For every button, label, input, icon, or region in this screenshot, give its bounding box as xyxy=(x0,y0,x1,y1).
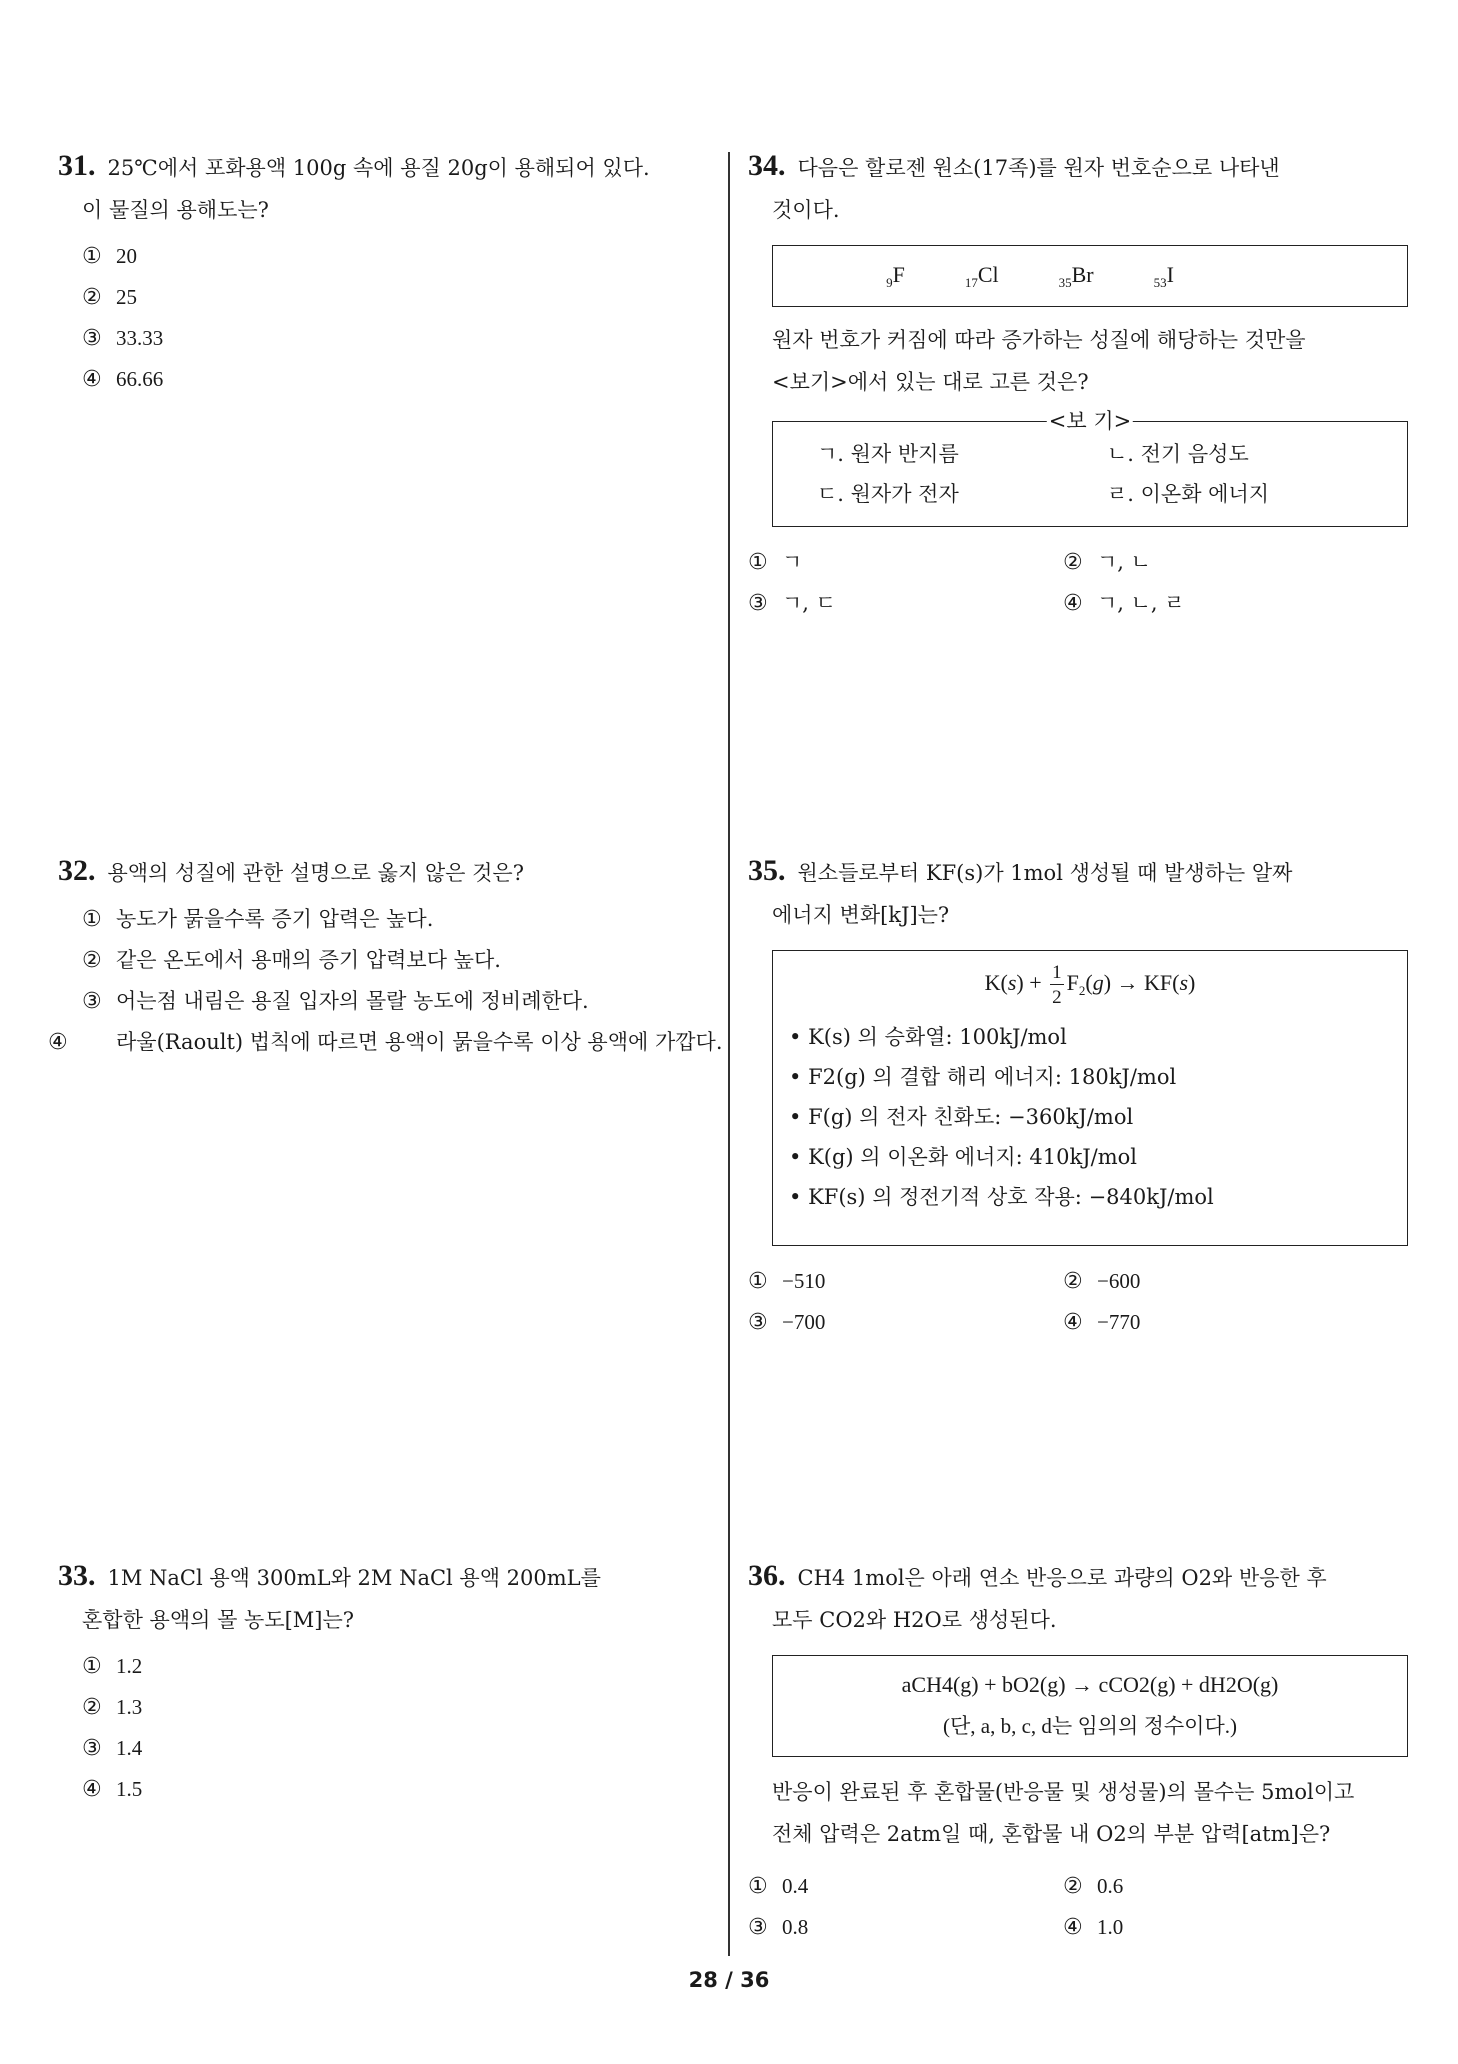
option-3[interactable] xyxy=(748,1906,1063,1947)
option-text: ㄱ, ㄴ xyxy=(1097,550,1151,574)
fact-value: −840kJ/mol xyxy=(1088,1185,1214,1209)
atomic-number: 9 xyxy=(886,275,893,290)
fact-species: K(s) xyxy=(808,1025,851,1049)
option-1[interactable] xyxy=(58,898,718,939)
option-text: 어는점 내림은 용질 입자의 몰랄 농도에 정비례한다. xyxy=(116,989,589,1013)
option-text: 0.8 xyxy=(782,1915,809,1939)
option-mark: ④ xyxy=(1063,1915,1083,1940)
option-mark: ② xyxy=(1063,550,1083,575)
option-mark: ② xyxy=(82,948,102,973)
option-text: −770 xyxy=(1097,1310,1141,1334)
question-36 xyxy=(748,1555,1408,1947)
question-stem-line1: 다음은 할로젠 원소(17족)를 원자 번호순으로 나타낸 xyxy=(797,156,1280,180)
option-4[interactable] xyxy=(1063,1906,1363,1947)
option-mark: ④ xyxy=(1063,591,1083,616)
option-mark: ④ xyxy=(82,367,102,392)
atomic-number: 17 xyxy=(964,275,978,290)
option-mark: ③ xyxy=(748,591,768,616)
option-mark: ② xyxy=(1063,1874,1083,1899)
option-text: 같은 온도에서 용매의 증기 압력보다 높다. xyxy=(116,948,501,972)
option-2[interactable] xyxy=(1063,1865,1363,1906)
option-4[interactable] xyxy=(1063,1301,1363,1342)
fact-species: KF(s) xyxy=(808,1185,866,1209)
option-mark: ③ xyxy=(82,326,102,351)
equation-note: (단, a, b, c, d는 임의의 정수이다.) xyxy=(943,1714,1237,1738)
options xyxy=(58,1645,718,1809)
option-text: −510 xyxy=(782,1269,826,1293)
question-stem-line2: 이 물질의 용해도는? xyxy=(82,198,269,222)
option-text: 20 xyxy=(116,244,137,268)
equation-box xyxy=(772,1655,1408,1757)
option-mark: ③ xyxy=(82,1736,102,1761)
fact-value: 100kJ/mol xyxy=(959,1025,1067,1049)
option-1[interactable] xyxy=(58,1645,718,1686)
element-symbol: Br xyxy=(1071,262,1094,287)
question-stem-line1: 1M NaCl 용액 300mL와 2M NaCl 용액 200mL를 xyxy=(107,1566,601,1590)
fact-species: F2(g) xyxy=(808,1065,866,1089)
option-4[interactable] xyxy=(58,1768,718,1809)
question-number: 32. xyxy=(58,854,96,887)
option-3[interactable] xyxy=(748,1301,1063,1342)
bullet-icon: • xyxy=(789,1065,802,1089)
bogi-item-nieun: ㄴ. 전기 음성도 xyxy=(1107,442,1249,466)
question-number: 31. xyxy=(58,149,96,182)
question-number: 33. xyxy=(58,1559,96,1592)
eq-state: g xyxy=(1092,970,1104,996)
eq-part: F xyxy=(1066,970,1079,996)
question-35 xyxy=(748,850,1408,1342)
fact-label: 의 전자 친화도: xyxy=(859,1105,1002,1129)
question-stem-line2: 혼합한 용액의 몰 농도[M]는? xyxy=(82,1608,355,1632)
option-3[interactable] xyxy=(58,317,718,358)
bullet-icon: • xyxy=(789,1145,802,1169)
fact-label: 의 결합 해리 에너지: xyxy=(872,1065,1062,1089)
element-symbol: I xyxy=(1166,262,1174,287)
option-text: 0.4 xyxy=(782,1874,809,1898)
option-4[interactable] xyxy=(1063,582,1363,623)
option-text: −700 xyxy=(782,1310,826,1334)
option-text: ㄱ, ㄴ, ㄹ xyxy=(1097,591,1185,615)
question-stem-line1: 용액의 성질에 관한 설명으로 옳지 않은 것은? xyxy=(107,861,524,885)
option-text: 66.66 xyxy=(116,367,164,391)
options xyxy=(748,1260,1408,1342)
option-1[interactable] xyxy=(748,541,1063,582)
option-4[interactable] xyxy=(58,358,718,399)
question-number: 35. xyxy=(748,854,786,887)
option-mark: ② xyxy=(1063,1269,1083,1294)
option-3[interactable] xyxy=(58,1727,718,1768)
option-text: 25 xyxy=(116,285,137,309)
option-mark: ③ xyxy=(748,1310,768,1335)
option-mark: ① xyxy=(82,907,102,932)
question-stem-line1: 25℃에서 포화용액 100g 속에 용질 20g이 용해되어 있다. xyxy=(107,156,650,180)
fraction xyxy=(1050,963,1064,1007)
bullet-icon: • xyxy=(789,1025,802,1049)
option-1[interactable] xyxy=(58,235,718,276)
option-1[interactable] xyxy=(748,1865,1063,1906)
options xyxy=(48,898,723,1064)
question-32 xyxy=(48,850,723,1064)
eq-state: s xyxy=(1007,970,1017,996)
options xyxy=(748,1865,1408,1947)
option-3[interactable] xyxy=(748,582,1063,623)
option-mark: ① xyxy=(82,244,102,269)
current-page: 28 xyxy=(688,1968,718,1992)
option-text: 라울(Raoult) 법칙에 따르면 용액이 묽을수록 이상 용액에 가깝다. xyxy=(116,1030,723,1054)
question-stem-line2: 에너지 변화[kJ]는? xyxy=(772,903,950,927)
option-text: 1.2 xyxy=(116,1654,143,1678)
question-34 xyxy=(748,145,1408,623)
option-text: 33.33 xyxy=(116,326,164,350)
option-text: −600 xyxy=(1097,1269,1141,1293)
option-2[interactable] xyxy=(58,276,718,317)
element-F xyxy=(886,246,905,312)
bullet-icon: • xyxy=(789,1105,802,1129)
option-text: 1.3 xyxy=(116,1695,143,1719)
option-mark: ① xyxy=(748,1874,768,1899)
options xyxy=(748,541,1408,623)
question-stem-line1: 원소들로부터 KF(s)가 1mol 생성될 때 발생하는 알짜 xyxy=(797,861,1293,885)
option-text: 1.4 xyxy=(116,1736,143,1760)
fact-item xyxy=(773,1017,1407,1057)
eq-part: K( xyxy=(984,970,1008,996)
option-3[interactable] xyxy=(58,980,718,1021)
option-text: ㄱ, ㄷ xyxy=(782,591,836,615)
options xyxy=(58,235,718,399)
fact-value: 410kJ/mol xyxy=(1029,1145,1137,1169)
option-text: 0.6 xyxy=(1097,1874,1124,1898)
option-mark: ③ xyxy=(748,1915,768,1940)
question-stem-line1: CH4 1mol은 아래 연소 반응으로 과량의 O2와 반응한 후 xyxy=(797,1566,1327,1590)
fact-species: K(g) xyxy=(808,1145,854,1169)
option-1[interactable] xyxy=(748,1260,1063,1301)
option-text: 농도가 묽을수록 증기 압력은 높다. xyxy=(116,907,434,931)
page-number xyxy=(0,1968,1458,1992)
prompt-line2: <보기>에서 있는 대로 고른 것은? xyxy=(772,370,1089,394)
element-Br xyxy=(1059,246,1094,312)
option-mark: ④ xyxy=(82,1777,102,1802)
fact-label: 의 승화열: xyxy=(857,1025,953,1049)
fact-label: 의 정전기적 상호 작용: xyxy=(872,1185,1082,1209)
option-text: 1.0 xyxy=(1097,1915,1124,1939)
element-Cl xyxy=(965,246,999,312)
fact-item xyxy=(773,1057,1407,1097)
prompt-line1: 원자 번호가 커짐에 따라 증가하는 성질에 해당하는 것만을 xyxy=(772,328,1306,352)
fact-item xyxy=(773,1177,1407,1217)
option-mark: ③ xyxy=(82,989,102,1014)
bullet-icon: • xyxy=(789,1185,802,1209)
fraction-numerator: 1 xyxy=(1052,962,1062,983)
question-stem-line2: 것이다. xyxy=(772,198,840,222)
eq-part: KF( xyxy=(1144,970,1180,996)
combustion-equation: aCH4(g) + bO2(g) → cCO2(g) + dH2O(g) xyxy=(901,1672,1279,1697)
option-mark: ② xyxy=(82,285,102,310)
eq-subscript: 2 xyxy=(1078,983,1086,999)
total-pages: 36 xyxy=(740,1968,770,1992)
fact-value: −360kJ/mol xyxy=(1008,1105,1134,1129)
option-4[interactable] xyxy=(48,1021,726,1064)
fact-item xyxy=(773,1137,1407,1177)
element-symbol: F xyxy=(892,262,905,287)
atomic-number: 35 xyxy=(1058,275,1072,290)
page-separator: / xyxy=(725,1968,733,1992)
fact-label: 의 이온화 에너지: xyxy=(860,1145,1023,1169)
option-mark: ① xyxy=(748,550,768,575)
fraction-denominator: 2 xyxy=(1052,987,1062,1008)
atomic-number: 53 xyxy=(1153,275,1167,290)
option-mark: ① xyxy=(748,1269,768,1294)
fact-value: 180kJ/mol xyxy=(1068,1065,1177,1089)
option-text: 1.5 xyxy=(116,1777,143,1801)
question-31 xyxy=(58,145,718,399)
bogi-item-digeut: ㄷ. 원자가 전자 xyxy=(817,482,959,506)
option-mark: ① xyxy=(82,1654,102,1679)
fact-species: F(g) xyxy=(808,1105,853,1129)
prompt-line2: 전체 압력은 2atm일 때, 혼합물 내 O2의 부분 압력[atm]은? xyxy=(772,1822,1331,1846)
option-2[interactable] xyxy=(1063,1260,1363,1301)
bogi-item-giyeok: ㄱ. 원자 반지름 xyxy=(817,442,959,466)
bogi-box xyxy=(772,409,1408,527)
reaction-equation: K(s) + $\frac{1}{2}$ $F_2(g) \to KF(s)$ xyxy=(984,962,1196,1008)
question-number: 36. xyxy=(748,1559,786,1592)
eq-part: ) + xyxy=(1016,970,1042,996)
prompt-line1: 반응이 완료된 후 혼합물(반응물 및 생성물)의 몰수는 5mol이고 xyxy=(772,1780,1355,1804)
question-number: 34. xyxy=(748,149,786,182)
fact-item xyxy=(773,1097,1407,1137)
elements-box xyxy=(772,245,1408,307)
element-symbol: Cl xyxy=(977,262,999,287)
eq-state: s xyxy=(1179,970,1189,996)
option-text: ㄱ xyxy=(782,550,803,574)
column-divider xyxy=(728,152,730,1956)
eq-part: ) xyxy=(1188,970,1196,996)
option-2[interactable] xyxy=(58,939,718,980)
option-2[interactable] xyxy=(58,1686,718,1727)
option-2[interactable] xyxy=(1063,541,1363,582)
bogi-title: <보 기> xyxy=(1048,409,1132,433)
option-mark: ② xyxy=(82,1695,102,1720)
option-mark: ④ xyxy=(1063,1310,1083,1335)
element-I xyxy=(1154,246,1174,312)
bogi-item-rieul: ㄹ. 이온화 에너지 xyxy=(1107,482,1270,506)
question-33 xyxy=(58,1555,718,1809)
data-box xyxy=(772,950,1408,1246)
question-stem-line2: 모두 CO2와 H2O로 생성된다. xyxy=(772,1608,1057,1632)
arrow-icon: → xyxy=(1116,970,1139,996)
option-mark: ④ xyxy=(48,1030,68,1055)
